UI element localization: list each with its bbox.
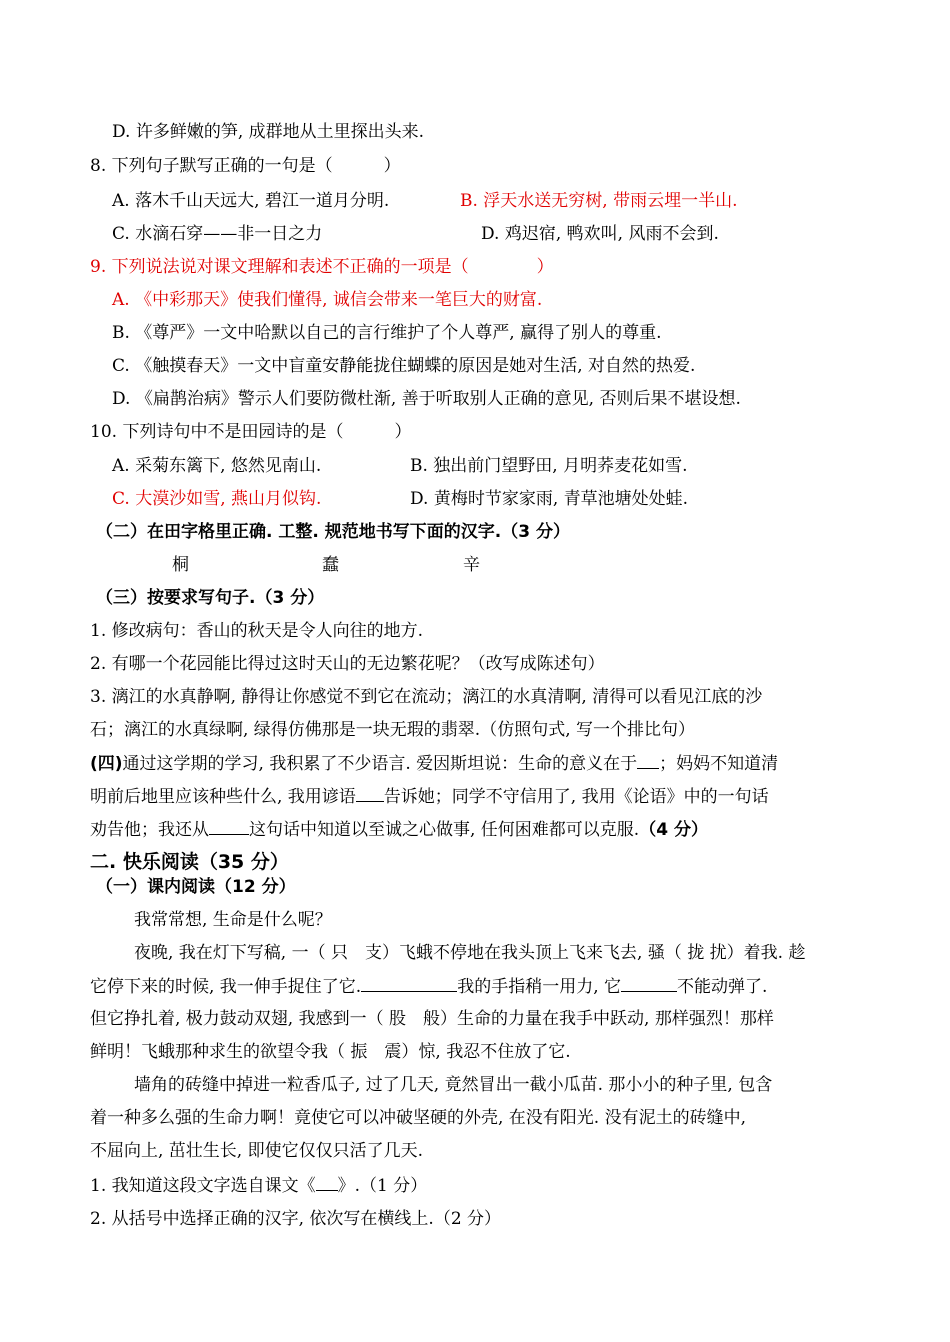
- q10-option-c: C. 大漠沙如雪, 燕山月似钩.: [112, 489, 322, 509]
- reading-para-3-line2: 着一种多么强的生命力啊！竟使它可以冲破坚硬的外壳, 在没有阳光. 没有泥土的砖缝中,: [90, 1108, 747, 1128]
- q9-option-d: D. 《扁鹊治病》警示人们要防微杜渐, 善于听取别人正确的意见, 否则后果不堪设想.: [112, 389, 741, 409]
- blank-4[interactable]: [361, 975, 457, 992]
- section4-line3: 劝告他；我还从 这句话中知道以至诚之心做事, 任何困难都可以克服.（4 分）: [90, 820, 708, 840]
- q10-option-a: A. 采菊东篱下, 悠然见南山.: [112, 456, 322, 476]
- reading-para-3-line1: 墙角的砖缝中掉进一粒香瓜子, 过了几天, 竟然冒出一截小瓜苗. 那小小的种子里, 包含: [134, 1075, 773, 1095]
- q10-stem: 10. 下列诗句中不是田园诗的是（ ）: [90, 422, 412, 442]
- section4-line1: (四)通过这学期的学习, 我积累了不少语言. 爱因斯坦说：生命的意义在于 ；妈妈不知道清: [90, 754, 779, 774]
- part2-subtitle: （一）课内阅读（12 分）: [96, 877, 296, 897]
- handwriting-char-1: 桐: [172, 555, 189, 575]
- section4-line2: 明前后地里应该种些什么, 我用谚语 告诉她；同学不守信用了, 我用《论语》中的一句话: [90, 787, 769, 807]
- blank-6[interactable]: [316, 1174, 338, 1191]
- q8-option-c: C. 水滴石穿——非一日之力: [112, 224, 323, 244]
- q8-option-b: B. 浮天水送无穷树, 带雨云埋一半山.: [460, 191, 738, 211]
- reading-para-2-line4: 鲜明！飞蛾那种求生的欲望令我（ 振 震）惊, 我忍不住放了它.: [90, 1042, 571, 1062]
- reading-question-1: 1. 我知道这段文字选自课文《 》.（1 分）: [90, 1176, 428, 1196]
- reading-para-3-line3: 不屈向上, 茁壮生长, 即使它仅仅只活了几天.: [90, 1141, 424, 1161]
- q10-option-b: B. 独出前门望野田, 月明荞麦花如雪.: [410, 456, 688, 476]
- q10-option-d: D. 黄梅时节家家雨, 青草池塘处处蛙.: [410, 489, 689, 509]
- section3-item-3-line1: 3. 漓江的水真静啊, 静得让你感觉不到它在流动；漓江的水真清啊, 清得可以看见江底的沙: [90, 687, 763, 707]
- reading-question-2: 2. 从括号中选择正确的汉字, 依次写在横线上.（2 分）: [90, 1209, 502, 1229]
- handwriting-char-2: 蠢: [322, 555, 339, 575]
- part2-title: 二. 快乐阅读（35 分）: [90, 851, 289, 873]
- blank-3[interactable]: [209, 818, 249, 835]
- blank-2[interactable]: [356, 785, 384, 802]
- section4-label: (四): [90, 754, 123, 774]
- section3-item-2: 2. 有哪一个花园能比得过这时天山的无边繁花呢？（改写成陈述句）: [90, 654, 605, 674]
- handwriting-char-3: 辛: [463, 555, 480, 575]
- q9-option-c: C. 《触摸春天》一文中盲童安静能拢住蝴蝶的原因是她对生活, 对自然的热爱.: [112, 356, 696, 376]
- section3-item-3-line2: 石；漓江的水真绿啊, 绿得仿佛那是一块无瑕的翡翠.（仿照句式, 写一个排比句）: [90, 720, 696, 740]
- section3-item-1: 1. 修改病句：香山的秋天是令人向往的地方.: [90, 621, 424, 641]
- q8-option-d: D. 鸡迟宿, 鸭欢叫, 风雨不会到.: [481, 224, 719, 244]
- reading-para-1: 我常常想, 生命是什么呢？: [134, 910, 332, 930]
- q9-option-b: B. 《尊严》一文中哈默以自己的言行维护了个人尊严, 赢得了别人的尊重.: [112, 323, 662, 343]
- section3-title: （三）按要求写句子.（3 分）: [96, 588, 325, 608]
- blank-1[interactable]: [637, 752, 659, 769]
- q8-stem: 8. 下列句子默写正确的一句是（ ）: [90, 156, 401, 176]
- q7-option-d: D. 许多鲜嫩的笋, 成群地从土里探出头来.: [112, 122, 425, 142]
- section4-score: （4 分）: [639, 820, 708, 840]
- reading-para-2-line2: 它停下来的时候, 我一伸手捉住了它. 我的手指稍一用力, 它 不能动弹了.: [90, 977, 768, 997]
- q9-option-a: A. 《中彩那天》使我们懂得, 诚信会带来一笔巨大的财富.: [112, 290, 543, 310]
- reading-para-2-line1: 夜晚, 我在灯下写稿, 一（ 只 支）飞蛾不停地在我头顶上飞来飞去, 骚（ 拢 扰）着我. 趁: [134, 943, 806, 963]
- reading-para-2-line3: 但它挣扎着, 极力鼓动双翅, 我感到一（ 股 般）生命的力量在我手中跃动, 那样强烈！那样: [90, 1009, 774, 1029]
- blank-5[interactable]: [621, 975, 677, 992]
- q8-option-a: A. 落木千山天远大, 碧江一道月分明.: [112, 191, 390, 211]
- q9-stem: 9. 下列说法说对课文理解和表述不正确的一项是（ ）: [90, 257, 554, 277]
- section2-title: （二）在田字格里正确. 工整. 规范地书写下面的汉字.（3 分）: [96, 522, 570, 542]
